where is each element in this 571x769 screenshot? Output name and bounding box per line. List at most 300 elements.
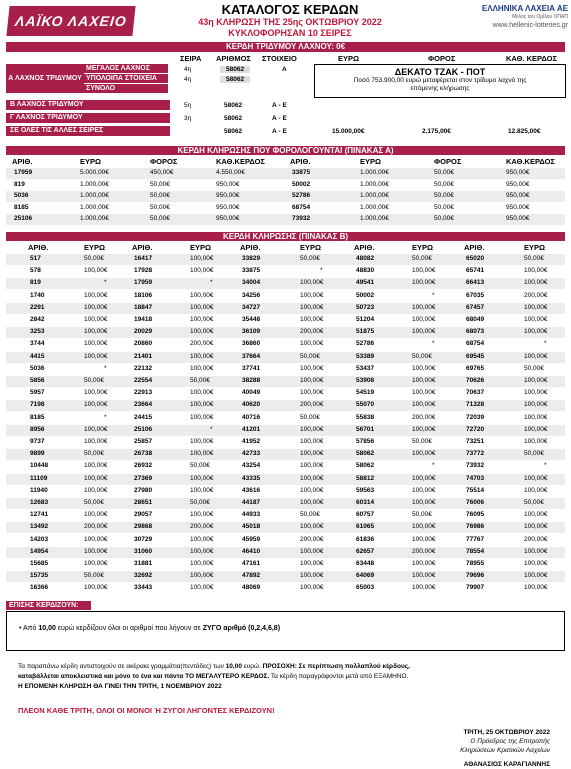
- tableB-cell: 100,00€: [300, 547, 324, 555]
- tableB-cell: 100,00€: [300, 340, 324, 348]
- promo-line: ΠΛΕΟΝ ΚΑΘΕ ΤΡΙΤΗ, ΟΛΟΙ ΟΙ ΜΟΝΟΙ Ή ΖΥΓΟΙ ΛΗΓΟΝΤΕΣ ΚΕΡΔΙΖΟΥΝ!: [18, 706, 275, 715]
- tableB-cell: 100,00€: [300, 499, 324, 506]
- tableB-cell: 50,00€: [84, 377, 104, 384]
- tableB-cell: 200,00€: [300, 328, 324, 336]
- o-euro: 15.000,00€: [332, 128, 365, 135]
- tableB-cell: 100,00€: [300, 291, 324, 299]
- tableB-cell: 100,00€: [300, 584, 324, 592]
- tableB-cell: 7198: [30, 401, 45, 409]
- tableB-cell: 50,00€: [524, 255, 544, 262]
- draw-subtitle: 43η ΚΛΗΡΩΣΗ ΤΗΣ 25ης ΟΚΤΩΒΡΙΟΥ 2022: [198, 17, 382, 27]
- tableB-cell: 3744: [30, 340, 45, 348]
- tableB-cell: 100,00€: [412, 364, 436, 372]
- tableA-cell: 950,00€: [506, 169, 530, 176]
- tableB-cell: 47892: [242, 572, 261, 580]
- tableB-cell: 50,00€: [300, 413, 320, 421]
- tableB-cell: 31060: [134, 547, 153, 555]
- tableB-cell: 100,00€: [84, 584, 108, 592]
- tableB-cell: 100,00€: [300, 303, 324, 311]
- sig-date: ΤΡΙΤΗ, 25 ΟΚΤΩΒΡΙΟΥ 2022: [463, 729, 550, 736]
- tableB-cell: 100,00€: [84, 547, 108, 555]
- tableB-cell: *: [432, 462, 435, 470]
- tableB-cell: 100,00€: [412, 560, 436, 567]
- lottery-logo: ΛΑΪΚΟ ΛΑΧΕΙΟ: [6, 6, 135, 36]
- other-series-label: ΣΕ ΟΛΕΣ ΤΙΣ ΑΛΛΕΣ ΣΕΙΡΕΣ: [6, 126, 170, 136]
- tableB-cell: 100,00€: [300, 364, 324, 372]
- tableB-cell: 50,00€: [300, 255, 320, 262]
- tableB-cell: 69545: [466, 352, 485, 360]
- tableA-cell: 68754: [292, 203, 311, 211]
- triple-bar: ΚΕΡΔΗ ΤΡΙΔΥΜΟΥ ΛΑΧΝΟΥ: 0€: [6, 42, 565, 52]
- tableB-cell: 100,00€: [524, 572, 548, 580]
- tableB-cell: 20860: [134, 340, 153, 348]
- tableB-cell: 45018: [242, 523, 261, 531]
- tableB-cell: 100,00€: [412, 316, 436, 323]
- tableB-cell: 50,00€: [300, 352, 320, 360]
- tableB-cell: 27980: [134, 486, 153, 494]
- tableA-col-header: ΕΥΡΩ: [80, 157, 102, 166]
- tableB-cell: 100,00€: [524, 523, 548, 531]
- tableB-cell: 200,00€: [84, 523, 108, 531]
- tableB-cell: 100,00€: [524, 547, 548, 555]
- tableB-cell: 68073: [466, 328, 485, 336]
- tableB-cell: 100,00€: [524, 328, 548, 336]
- tableB-cell: 74703: [466, 474, 485, 482]
- tableB-cell: 44933: [242, 511, 261, 519]
- tableB-cell: 819: [30, 279, 41, 287]
- sub-rest-label: ΥΠΟΛΟΙΠΑ ΣΤΟΙΧΕΙΑ: [84, 74, 168, 83]
- tableB-cell: 100,00€: [190, 389, 214, 397]
- tableB-cell: 200,00€: [524, 291, 548, 299]
- tableB-cell: 100,00€: [524, 279, 548, 287]
- tableB-cell: 50,00€: [84, 572, 104, 580]
- tableA-cell: 950,00€: [506, 203, 530, 211]
- tableB-cell: 100,00€: [300, 425, 324, 433]
- tableB-cell: 100,00€: [524, 474, 548, 482]
- b-element: Α - Ε: [272, 102, 287, 109]
- tableB-cell: 34727: [242, 303, 261, 311]
- tableB-cell: 40049: [242, 389, 261, 397]
- tableB-cell: 73932: [466, 462, 485, 470]
- also-win-label: ΕΠΙΣΗΣ ΚΕΡΔΙΖΟΥΝ:: [6, 601, 91, 610]
- tableB-cell: 34256: [242, 291, 261, 299]
- tableB-cell: 60314: [356, 499, 375, 506]
- tableB-cell: 61065: [356, 523, 375, 531]
- tableB-cell: 62657: [356, 547, 375, 555]
- tableB-cell: 100,00€: [300, 462, 324, 470]
- tableA-cell: 950,00€: [506, 192, 530, 200]
- tableB-cell: 100,00€: [190, 316, 214, 323]
- tableB-cell: 100,00€: [300, 450, 324, 458]
- tableB-cell: 75514: [466, 486, 485, 494]
- tableB-cell: 100,00€: [300, 438, 324, 445]
- tableB-cell: 50723: [356, 303, 375, 311]
- tableA-cell: 50,00€: [150, 203, 170, 211]
- tableB-cell: 2291: [30, 303, 45, 311]
- tableB-cell: 48082: [356, 255, 375, 262]
- tableB-cell: 8185: [30, 413, 45, 421]
- tableA-cell: 1.000,00€: [360, 192, 389, 200]
- a-number-1: 58062: [220, 66, 250, 73]
- page-title-block: [150, 3, 430, 39]
- o-number: 58062: [224, 128, 243, 135]
- g-number: 58062: [224, 115, 243, 122]
- tableA-cell: 5036: [14, 192, 29, 200]
- tableB-cell: 3253: [30, 328, 45, 336]
- tableB-cell: 33829: [242, 255, 261, 262]
- tableB-cell: 50,00€: [190, 377, 210, 384]
- tableB-cell: *: [544, 462, 547, 470]
- tableB-cell: 100,00€: [524, 377, 548, 384]
- tableB-cell: 41201: [242, 425, 261, 433]
- tableB-cell: 100,00€: [190, 291, 214, 299]
- tableB-bar: ΚΕΡΔΗ ΚΛΗΡΩΣΗΣ (ΠΙΝΑΚΑΣ Β): [6, 232, 565, 241]
- col-stoixeio: ΣΤΟΙΧΕΙΟ: [262, 54, 297, 63]
- col-euro: ΕΥΡΩ: [338, 54, 360, 63]
- tableB-cell: 30729: [134, 535, 153, 543]
- tableB-cell: 59563: [356, 486, 375, 494]
- tableB-cell: 37664: [242, 352, 261, 360]
- tableB-cell: 22913: [134, 389, 153, 397]
- tableB-cell: 69765: [466, 364, 485, 372]
- tableB-cell: *: [210, 425, 213, 433]
- tableB-cell: 48830: [356, 267, 375, 275]
- tableA-cell: 1.000,00€: [80, 192, 109, 200]
- tableA-cell: 1.000,00€: [360, 180, 389, 188]
- tableB-cell: 29057: [134, 511, 153, 519]
- tableB-cell: 58812: [356, 474, 375, 482]
- tableB-cell: 9899: [30, 450, 45, 458]
- tableB-cell: 5957: [30, 389, 45, 397]
- tableB-cell: 50,00€: [84, 255, 104, 262]
- tableA-cell: 50,00€: [434, 192, 454, 200]
- tableB-cell: 72039: [466, 413, 485, 421]
- tableB-cell: 100,00€: [84, 267, 108, 275]
- tableB-col-header: ΑΡΙΘ.: [132, 243, 153, 252]
- g-element: Α - Ε: [272, 115, 287, 122]
- tableB-cell: 28651: [134, 499, 153, 506]
- tableB-cell: 100,00€: [190, 450, 214, 458]
- tableB-cell: 5036: [30, 364, 45, 372]
- tableA-cell: 50,00€: [150, 215, 170, 223]
- tableB-col-header: ΕΥΡΩ: [524, 243, 546, 252]
- tableA-cell: 950,00€: [216, 215, 240, 223]
- a-element-1: Α: [282, 66, 287, 73]
- tableA-cell: 33875: [292, 169, 311, 176]
- tableA-cell: 950,00€: [216, 192, 240, 200]
- tableA-cell: 50002: [292, 180, 311, 188]
- tableB-cell: 1740: [30, 291, 45, 299]
- tableB-cell: 64069: [356, 572, 375, 580]
- tableB-cell: 50,00€: [190, 462, 210, 470]
- tableB-cell: 50,00€: [412, 438, 432, 445]
- tableB-cell: 42733: [242, 450, 261, 458]
- tableA-col-header: ΑΡΙΘ.: [12, 157, 33, 166]
- tableB-cell: 41952: [242, 438, 261, 445]
- tableB-cell: 100,00€: [524, 303, 548, 311]
- tableB-cell: 100,00€: [524, 584, 548, 592]
- note-line-1: Τα παραπάνω κέρδη αντιστοιχούν σε ακέραια γραμμάτια(πεντάδες) των 10,00 ευρώ. ΠΡΟΣΟΧΗ: Σε περίπτωση πολλαπλού κέρδους,: [18, 663, 410, 670]
- o-net: 12.825,00€: [508, 128, 541, 135]
- tableB-cell: 9737: [30, 438, 45, 445]
- col-foros: ΦΟΡΟΣ: [428, 54, 456, 63]
- tableB-cell: 100,00€: [412, 328, 436, 336]
- tableB-cell: 47161: [242, 560, 261, 567]
- tableB-cell: 100,00€: [412, 523, 436, 531]
- tableA-col-header: ΚΑΘ.ΚΕΡΔΟΣ: [506, 157, 555, 166]
- tableB-cell: 2842: [30, 316, 45, 323]
- tableB-cell: 27369: [134, 474, 153, 482]
- tableA-col-header: ΦΟΡΟΣ: [434, 157, 462, 166]
- next-draw: Η ΕΠΟΜΕΝΗ ΚΛΗΡΩΣΗ ΘΑ ΓΙΝΕΙ ΤΗΝ ΤΡΙΤΗ, 1 ΝΟΕΜΒΡΙΟΥ 2022: [18, 683, 222, 690]
- tableB-cell: 100,00€: [524, 401, 548, 409]
- tableB-cell: 100,00€: [84, 474, 108, 482]
- signature-block: [380, 728, 550, 769]
- tableB-cell: 100,00€: [190, 511, 214, 519]
- tableB-cell: 33443: [134, 584, 153, 592]
- tableB-cell: 50,00€: [84, 499, 104, 506]
- tableB-cell: 58062: [356, 462, 375, 470]
- tableB-cell: 100,00€: [412, 401, 436, 409]
- tableB-cell: 100,00€: [412, 535, 436, 543]
- sig-role-1: Ο Πρόεδρος της Επιτροπής: [470, 738, 550, 745]
- tableB-cell: *: [104, 279, 107, 287]
- tableB-cell: 34004: [242, 279, 261, 287]
- tableA-cell: 950,00€: [216, 180, 240, 188]
- tableB-cell: 100,00€: [84, 303, 108, 311]
- tableB-cell: 21401: [134, 352, 153, 360]
- col-arithmos: ΑΡΙΘΜΟΣ: [216, 54, 251, 63]
- tableB-cell: 100,00€: [84, 560, 108, 567]
- tableB-cell: 100,00€: [190, 303, 214, 311]
- tableA-cell: 1.000,00€: [80, 215, 109, 223]
- tableB-cell: 100,00€: [190, 474, 214, 482]
- tableB-cell: 78554: [466, 547, 485, 555]
- tableB-cell: 100,00€: [300, 377, 324, 384]
- tableB-cell: 100,00€: [84, 340, 108, 348]
- tableB-cell: 16417: [134, 255, 153, 262]
- jackpot-box: [314, 64, 566, 98]
- tableB-cell: 100,00€: [300, 474, 324, 482]
- o-element: Α - Ε: [272, 128, 287, 135]
- tableB-cell: 46410: [242, 547, 261, 555]
- tableB-cell: 100,00€: [524, 413, 548, 421]
- tableB-cell: 43335: [242, 474, 261, 482]
- tableB-cell: 70626: [466, 377, 485, 384]
- tableB-cell: 5856: [30, 377, 45, 384]
- tableB-cell: 100,00€: [300, 316, 324, 323]
- tableB-cell: 200,00€: [300, 535, 324, 543]
- tableB-cell: 100,00€: [190, 572, 214, 580]
- tableB-cell: 200,00€: [190, 340, 214, 348]
- tableB-cell: 76006: [466, 499, 485, 506]
- tableB-cell: 100,00€: [412, 279, 436, 287]
- brand-sub: Μέλος του Ομίλου ΟΠΑΠ: [512, 14, 568, 20]
- tableB-col-header: ΕΥΡΩ: [190, 243, 212, 252]
- tableB-cell: 200,00€: [412, 547, 436, 555]
- tableB-cell: 100,00€: [524, 511, 548, 519]
- tableB-cell: 26932: [134, 462, 153, 470]
- tableB-cell: 65741: [466, 267, 485, 275]
- tableB-cell: 33875: [242, 267, 261, 275]
- tableA-cell: 8185: [14, 203, 29, 211]
- tableB-cell: 100,00€: [190, 438, 214, 445]
- tableB-cell: 55070: [356, 401, 375, 409]
- tableA-cell: 819: [14, 180, 25, 188]
- tableB-cell: 36109: [242, 328, 261, 336]
- tableB-cell: 12741: [30, 511, 49, 519]
- tableB-cell: 100,00€: [524, 438, 548, 445]
- tableB-cell: 23664: [134, 401, 153, 409]
- tableA-cell: 1.000,00€: [360, 169, 389, 176]
- tableA-cell: 50,00€: [434, 203, 454, 211]
- tableB-cell: 20029: [134, 328, 153, 336]
- tableB-cell: 100,00€: [412, 389, 436, 397]
- tableB-cell: 50,00€: [412, 352, 432, 360]
- tableB-cell: 48069: [242, 584, 261, 592]
- tableB-cell: 10448: [30, 462, 49, 470]
- tableB-cell: 53389: [356, 352, 375, 360]
- tableA-col-header: ΦΟΡΟΣ: [150, 157, 178, 166]
- tableB-cell: 15735: [30, 572, 49, 580]
- page-title: ΚΑΤΑΛΟΓΟΣ ΚΕΡΔΩΝ: [221, 2, 359, 17]
- tableB-cell: 200,00€: [300, 401, 324, 409]
- tableA-cell: 1.000,00€: [80, 203, 109, 211]
- tableB-cell: 100,00€: [84, 401, 108, 409]
- tableB-cell: 100,00€: [84, 486, 108, 494]
- brand-url: www.hellenic-lotteries.gr: [492, 22, 568, 29]
- tableB-cell: 100,00€: [524, 352, 548, 360]
- tableB-cell: 100,00€: [412, 474, 436, 482]
- tableB-cell: 100,00€: [190, 560, 214, 567]
- o-tax: 2.175,00€: [422, 128, 451, 135]
- tableB-cell: 36860: [242, 340, 261, 348]
- tableB-cell: 63448: [356, 560, 375, 567]
- tableB-cell: 51204: [356, 316, 375, 323]
- tableB-cell: 100,00€: [300, 560, 324, 567]
- tableB-cell: 100,00€: [524, 425, 548, 433]
- tableB-cell: 35448: [242, 316, 261, 323]
- tableB-cell: 50,00€: [300, 511, 320, 519]
- tableB-cell: 50,00€: [412, 255, 432, 262]
- tableA-col-header: ΚΑΘ.ΚΕΡΔΟΣ: [216, 157, 265, 166]
- tableB-cell: 200,00€: [524, 535, 548, 543]
- tableB-cell: 66413: [466, 279, 485, 287]
- tableB-cell: 56701: [356, 425, 375, 433]
- tableB-cell: 24415: [134, 413, 153, 421]
- tableB-cell: 49541: [356, 279, 375, 287]
- even-line: • Από 10,00 ευρώ κερδίζουν όλοι οι αριθμοί που λήγουν σε ΖΥΓΟ αριθμό (0,2,4,6,8): [19, 625, 281, 632]
- tableB-col-header: ΑΡΙΘ.: [354, 243, 375, 252]
- tableB-cell: 73251: [466, 438, 485, 445]
- tableB-cell: *: [544, 340, 547, 348]
- tableB-cell: 16366: [30, 584, 49, 592]
- tableB-cell: 100,00€: [84, 438, 108, 445]
- tableB-cell: 43616: [242, 486, 261, 494]
- tableB-cell: 100,00€: [84, 389, 108, 397]
- tableA-cell: 52786: [292, 192, 311, 200]
- brand-block: [440, 4, 568, 30]
- tableA-cell: 950,00€: [506, 215, 530, 223]
- tableB-cell: *: [104, 364, 107, 372]
- tableB-cell: 100,00€: [412, 486, 436, 494]
- tableA-cell: 50,00€: [150, 180, 170, 188]
- tableB-cell: 100,00€: [190, 255, 214, 262]
- tableB-cell: 51875: [356, 328, 375, 336]
- tableB-cell: 100,00€: [84, 425, 108, 433]
- tableB-cell: 100,00€: [300, 486, 324, 494]
- tableB-cell: 11109: [30, 474, 48, 482]
- tableB-cell: 12683: [30, 499, 49, 506]
- tableB-col-header: ΑΡΙΘ.: [240, 243, 261, 252]
- tableB-cell: 25106: [134, 425, 153, 433]
- jackpot-title: ΔΕΚΑΤΟ ΤΖΑΚ - ΠΟΤ: [394, 67, 486, 77]
- tableA-cell: 950,00€: [506, 180, 530, 188]
- tableB-cell: 100,00€: [412, 499, 436, 506]
- tableA-cell: 50,00€: [434, 215, 454, 223]
- tableB-cell: 72720: [466, 425, 485, 433]
- tableB-cell: 200,00€: [412, 413, 436, 421]
- tableB-cell: 73772: [466, 450, 485, 458]
- tableB-cell: 100,00€: [524, 560, 548, 567]
- tableA-cell: 1.000,00€: [80, 180, 109, 188]
- g-seira: 3η: [184, 115, 192, 122]
- tableA-cell: 1.000,00€: [360, 215, 389, 223]
- tableA-cell: 450,00€: [150, 169, 174, 176]
- tableA-col-header: ΕΥΡΩ: [360, 157, 382, 166]
- tableB-cell: 45959: [242, 535, 261, 543]
- tableA-cell: 5.000,00€: [80, 169, 109, 176]
- sub-total-label: ΣΥΝΟΛΟ: [84, 84, 168, 93]
- tableB-cell: 40620: [242, 401, 261, 409]
- tableB-cell: 31881: [134, 560, 153, 567]
- tableB-cell: *: [104, 413, 107, 421]
- tableB-cell: *: [432, 340, 435, 348]
- tableB-cell: 77767: [466, 535, 485, 543]
- tableB-cell: 100,00€: [412, 377, 436, 384]
- tableB-cell: 76986: [466, 523, 485, 531]
- tableB-cell: 29868: [134, 523, 153, 531]
- tableB-cell: 100,00€: [524, 486, 548, 494]
- tableB-cell: 100,00€: [190, 486, 214, 494]
- tableB-cell: 13492: [30, 523, 49, 531]
- tableB-cell: 14203: [30, 535, 49, 543]
- tableB-cell: 100,00€: [84, 316, 108, 323]
- tableA-cell: 4.550,00€: [216, 169, 245, 176]
- tableB-cell: 61836: [356, 535, 375, 543]
- tableB-cell: 200,00€: [190, 523, 214, 531]
- tableB-cell: 17928: [134, 267, 153, 275]
- tableA-cell: 50,00€: [434, 180, 454, 188]
- tableB-cell: 100,00€: [84, 328, 108, 336]
- tableB-cell: 71328: [466, 401, 485, 409]
- tableB-cell: 100,00€: [190, 352, 214, 360]
- tableB-cell: 70637: [466, 389, 485, 397]
- tableB-col-header: ΕΥΡΩ: [412, 243, 434, 252]
- tableB-cell: 65003: [356, 584, 375, 592]
- tableA-cell: 25106: [14, 215, 33, 223]
- tableB-cell: 11940: [30, 486, 48, 494]
- tableB-cell: 100,00€: [524, 389, 548, 397]
- tableB-cell: 100,00€: [84, 462, 108, 470]
- tableB-cell: 100,00€: [190, 584, 214, 592]
- tableB-cell: 50,00€: [190, 499, 210, 506]
- even-box: [6, 611, 565, 651]
- tableB-cell: 100,00€: [190, 413, 214, 421]
- tableB-cell: 50,00€: [84, 450, 104, 458]
- tableB-cell: 100,00€: [84, 535, 108, 543]
- tableA-cell: 17959: [14, 169, 33, 176]
